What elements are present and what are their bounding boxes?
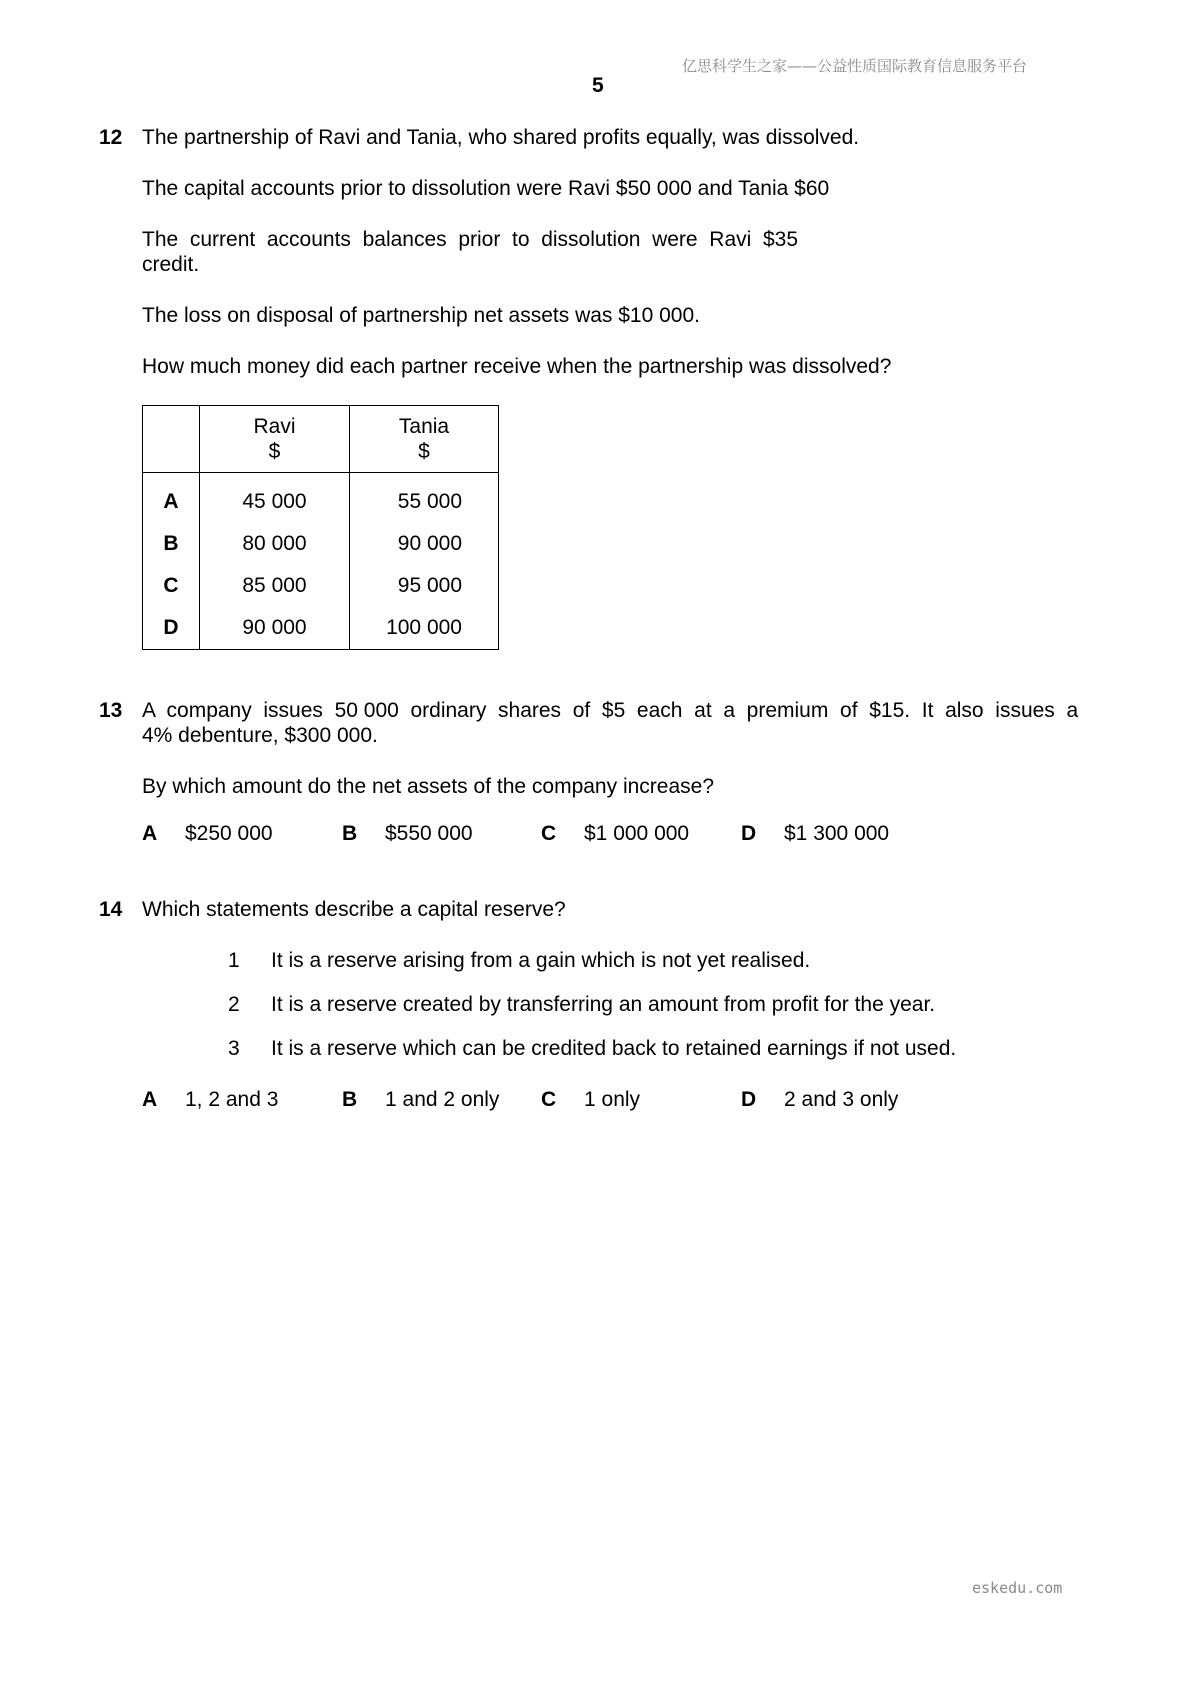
tania-amount: 100 000 (350, 607, 499, 650)
question-text: A company issues 50 000 ordinary shares of $5 each at a premium of $15. It also issues a (142, 699, 1079, 722)
column-name: Tania (398, 415, 450, 438)
ravi-amount: 85 000 (200, 565, 350, 607)
option-text: 2 and 3 only (784, 1088, 899, 1111)
tania-amount: 90 000 (350, 523, 499, 565)
table-header-ravi (200, 406, 350, 473)
option-letter: C (143, 565, 200, 607)
question-text: The current accounts balances prior to dissolution were Ravi $35 (142, 228, 798, 251)
header-site-note: 亿思科学生之家——公益性质国际教育信息服务平台 (682, 57, 1028, 75)
option-text: $1 300 000 (784, 822, 890, 845)
ravi-amount: 80 000 (200, 523, 350, 565)
option-letter: C (541, 822, 557, 845)
question-text: 4% debenture, $300 000. (142, 724, 378, 747)
option-letter: B (143, 523, 200, 565)
option-letter: D (741, 822, 757, 845)
question-text: The partnership of Ravi and Tania, who shared profits equally, was dissolved. (142, 126, 860, 149)
option-letter: D (741, 1088, 757, 1111)
question-prompt: By which amount do the net assets of the company increase? (142, 775, 714, 798)
option-letter: A (142, 1088, 158, 1111)
tania-amount: 55 000 (350, 473, 499, 524)
table-row (143, 565, 499, 607)
question-text: The loss on disposal of partnership net assets was $10 000. (142, 304, 700, 327)
option-letter: B (342, 822, 358, 845)
table-header-blank (143, 406, 200, 473)
table-row (143, 523, 499, 565)
question-number: 13 (99, 699, 123, 722)
ravi-amount: 45 000 (200, 473, 350, 524)
statement-number: 1 (228, 949, 240, 972)
table-header-tania (350, 406, 499, 473)
column-unit: $ (268, 440, 281, 463)
option-letter: D (143, 607, 200, 650)
statement-number: 2 (228, 993, 240, 1016)
answer-table (142, 405, 499, 650)
question-prompt: How much money did each partner receive when the partnership was dissolved? (142, 355, 892, 378)
option-text: $550 000 (385, 822, 473, 845)
question-prompt: Which statements describe a capital reserve? (142, 898, 566, 921)
statement-text: It is a reserve which can be credited back to retained earnings if not used. (271, 1037, 957, 1060)
option-text: 1 only (584, 1088, 641, 1111)
option-letter: A (143, 473, 200, 524)
option-letter: B (342, 1088, 358, 1111)
column-unit: $ (418, 440, 430, 463)
option-letter: A (142, 822, 158, 845)
question-number: 12 (99, 126, 123, 149)
statement-text: It is a reserve arising from a gain which is not yet realised. (271, 949, 811, 972)
option-text: $250 000 (185, 822, 273, 845)
footer-site: eskedu.com (972, 1579, 1063, 1597)
table-row (143, 607, 499, 650)
table-header-row (143, 406, 499, 473)
question-text: The capital accounts prior to dissolution were Ravi $50 000 and Tania $60 (142, 177, 830, 200)
table-row (143, 473, 499, 524)
statement-text: It is a reserve created by transferring an amount from profit for the year. (271, 993, 936, 1016)
page-number: 5 (592, 74, 604, 97)
column-name: Ravi (253, 415, 296, 438)
tania-amount: 95 000 (350, 565, 499, 607)
option-text: 1 and 2 only (385, 1088, 500, 1111)
ravi-amount: 90 000 (200, 607, 350, 650)
statement-number: 3 (228, 1037, 240, 1060)
option-text: 1, 2 and 3 (185, 1088, 279, 1111)
option-text: $1 000 000 (584, 822, 690, 845)
question-text: credit. (142, 253, 200, 276)
option-letter: C (541, 1088, 557, 1111)
question-number: 14 (99, 898, 123, 921)
